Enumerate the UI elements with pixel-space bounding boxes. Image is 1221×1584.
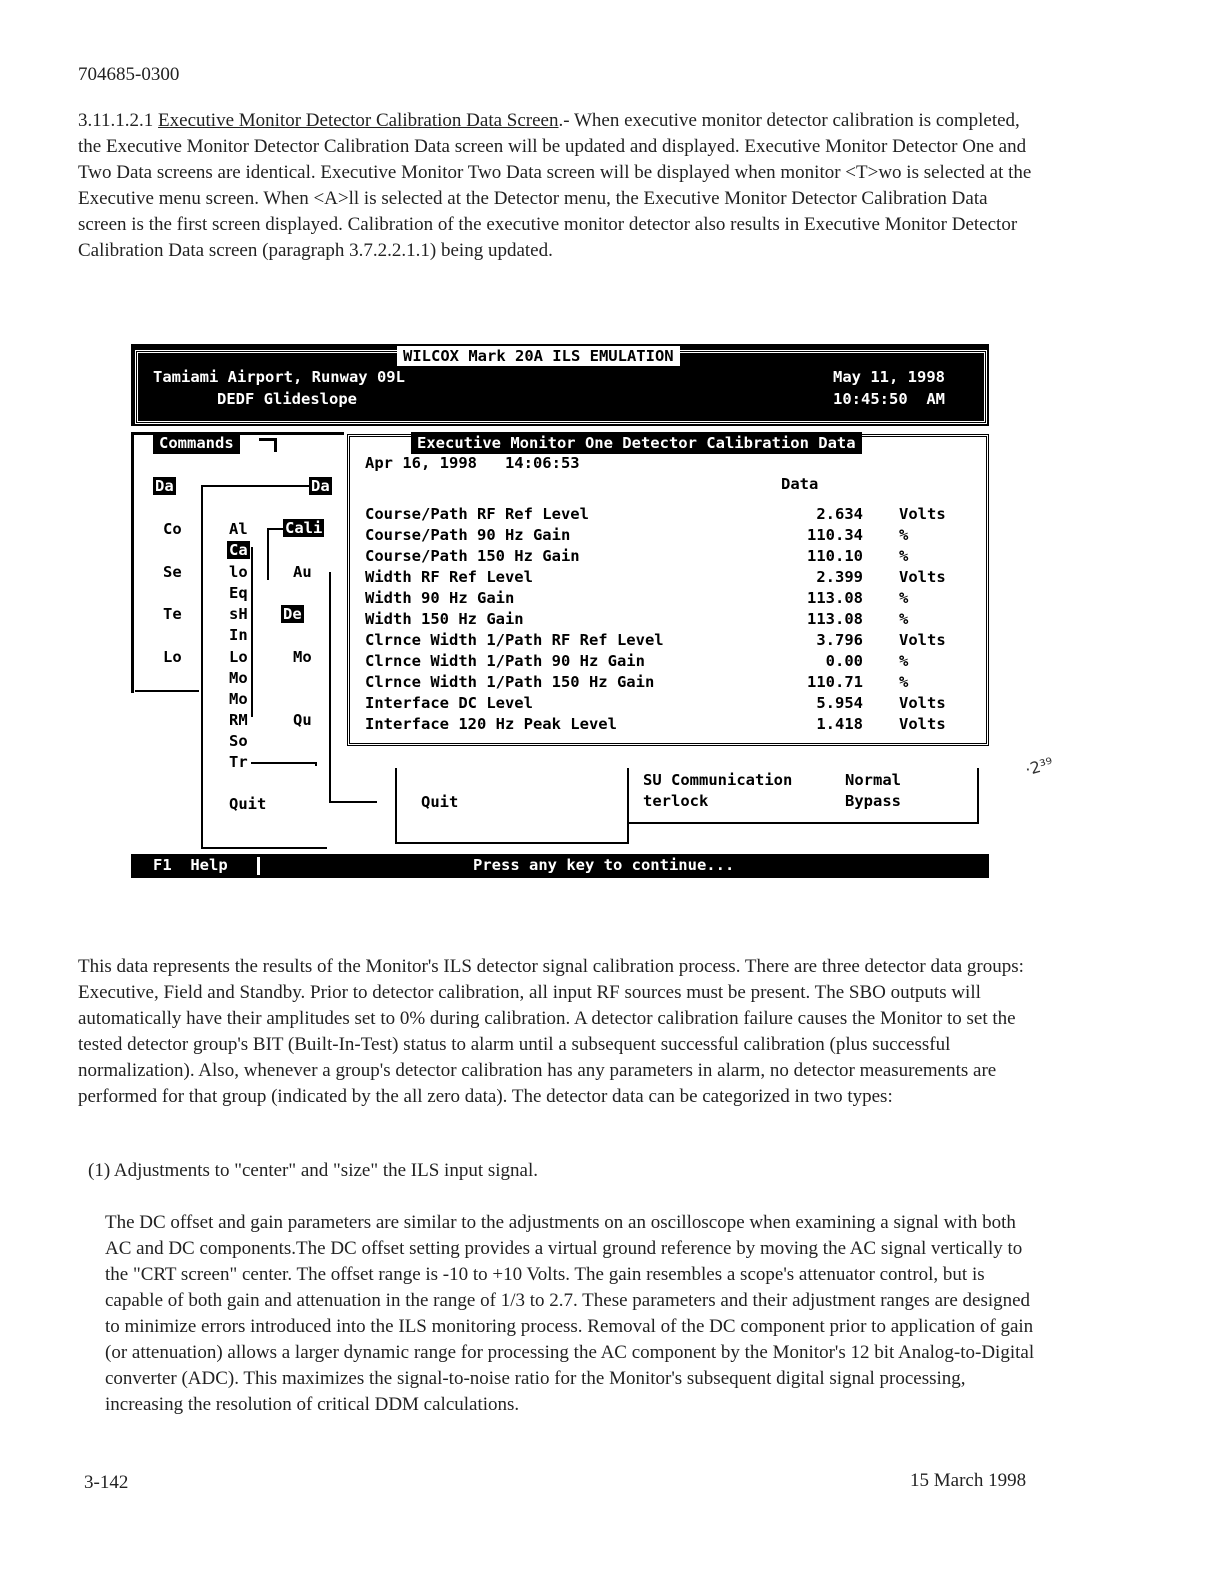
- menu-item-mo[interactable]: Mo: [229, 669, 248, 687]
- screen-title: WILCOX Mark 20A ILS EMULATION: [397, 346, 680, 366]
- page-number: 3-142: [84, 1472, 129, 1493]
- menu-item-lo2[interactable]: lo: [229, 563, 248, 581]
- commands-label: Commands: [153, 432, 240, 454]
- menu-item-mo3[interactable]: Mo: [293, 648, 312, 666]
- status-value-interlock: Bypass: [845, 792, 901, 810]
- list-item-1: (1) Adjustments to "center" and "size" the ILS input signal.: [88, 1160, 538, 1181]
- document-date: 15 March 1998: [910, 1470, 1027, 1491]
- menu-line: [274, 438, 277, 452]
- panel-title: Executive Monitor One Detector Calibration Data: [411, 432, 862, 454]
- screen-time: 10:45:50 AM: [833, 390, 945, 408]
- menu-item-de[interactable]: De: [283, 605, 302, 623]
- section-paragraph: [78, 108, 1038, 264]
- menu-line: [329, 801, 377, 803]
- box-line: [395, 842, 629, 844]
- data-column-header: Data: [781, 475, 819, 493]
- section-number: 3.11.1.2.1: [78, 110, 154, 131]
- box-line: [627, 768, 629, 844]
- menu-item-eq[interactable]: Eq: [229, 584, 248, 602]
- status-bar: [131, 854, 989, 878]
- status-label-su: SU Communication: [643, 771, 793, 789]
- body-paragraph-2: The DC offset and gain parameters are similar to the adjustments on an oscilloscope when examining a signal with both AC and DC components.The DC offset setting provides a virtual ground reference by moving the AC signal vertically to the "CRT screen" center. The offset range is -10 to +10 Volts. The gain resembles a scope's attenuator control, but is capable of both gain and attenuation in the range of 1/3 to 2.7. These parameters and their adjustment ranges are designed to minimize errors introduced into the ILS monitoring process. Removal of the DC component prior to application of gain (or attenuation) allows a larger dynamic range for processing the AC component by the Monitor's 12 bit Analog-to-Digital converter (ADC). This maximizes the signal-to-noise ratio for the Monitor's subsequent digital signal processing, increasing the resolution of critical DDM calculations.: [105, 1212, 1035, 1415]
- status-value-su: Normal: [845, 771, 901, 789]
- menu-line: [251, 547, 253, 717]
- quit-item-1[interactable]: Quit: [229, 795, 267, 813]
- box-line: [977, 768, 979, 824]
- body-paragraph-1: This data represents the results of the Monitor's ILS detector signal calibration process. There are three detector data groups: Executive, Field and Standby. Prior to detector calibration, all input RF sources must be present. The SBO outputs will automatically have their amplitudes set to 0% during calibration. A detector calibration failure causes the Monitor to set the tested detector group's BIT (Built-In-Test) status to alarm until a subsequent successful calibration (plus successful normalization). Also, whenever a group's detector calibration has any parameters in alarm, no detector measurements are performed for that group (indicated by the all zero data). The detector data can be categorized in two types:: [78, 956, 1024, 1107]
- section-intro: .- When executive monitor detector calibration is completed, the Executive Monitor Detector Calibration Data screen will be updated and displayed. Executive Monitor Detector One and Two Data screens are identical. Executive Monitor Two Data screen will be displayed when monitor <T>wo is selected at the Executive menu screen. When <A>ll is selected at the Detector menu, the Executive Monitor Detector Calibration Data screen is the first screen displayed. Calibration of the executive monitor detector also results in Executive Monitor Detector Calibration Data screen (paragraph 3.7.2.2.1.1) being updated.: [78, 110, 1032, 261]
- menu-item-cali[interactable]: Cali: [285, 519, 323, 537]
- menu-item-co[interactable]: Co: [163, 520, 182, 538]
- menu-item-te[interactable]: Te: [163, 605, 182, 623]
- menu-col2-top[interactable]: Da: [311, 477, 330, 495]
- menu-line: [267, 528, 283, 530]
- box-line: [629, 822, 979, 824]
- menu-line: [201, 485, 203, 849]
- calibration-timestamp: Apr 16, 1998 14:06:53: [365, 454, 580, 472]
- menu-item-se[interactable]: Se: [163, 563, 182, 581]
- help-key[interactable]: F1 Help: [153, 856, 228, 874]
- menu-line: [135, 690, 199, 692]
- menu-line: [201, 485, 309, 487]
- margin-note: ·2³⁹: [1023, 753, 1056, 780]
- section-title: Executive Monitor Detector Calibration Data Screen: [158, 110, 559, 131]
- airport-location: Tamiami Airport, Runway 09L: [153, 368, 405, 386]
- menu-item-lo3[interactable]: Lo: [229, 648, 248, 666]
- menu-item-tr[interactable]: Tr: [229, 753, 248, 771]
- menu-col1-top[interactable]: Da: [155, 477, 174, 495]
- menu-item-sh[interactable]: sH: [229, 605, 248, 623]
- menu-item-au[interactable]: Au: [293, 563, 312, 581]
- menu-item-mo2[interactable]: Mo: [229, 690, 248, 708]
- menu-item-qu[interactable]: Qu: [293, 711, 312, 729]
- menu-item-ca[interactable]: Ca: [229, 541, 248, 559]
- menu-item-in[interactable]: In: [229, 626, 248, 644]
- terminal-screen: WILCOX Mark 20A ILS EMULATION Tamiami Airport, Runway 09L DEDF Glideslope May 11, 1998 10:45:50 AM Commands Da Co Se Te Lo Da Al Ca lo Eq sH In Lo Mo Mo RM So Tr Quit Cali Au De Mo Qu Executive Monitor One Detector Calibration Data Apr 16, 1998 14:06:53 Data Course/Path RF Ref Level 2.634 Volts Course/Path 90 Hz Gain 110.34 % Course/Path 150 Hz Gain 110.10 % Width RF Ref Level 2.399 Volts Width 90 Hz Gain 113.08 % Width 150 Hz Gain 113.08 % Clrnce Width 1/Path RF Ref Level 3.796 Volts Clrnce Width 1/Path 90 Hz Gain 0.00 % Clrnce Width 1/Path 150 Hz Gain 110.71 % Interface DC Level 5.954 Volts Interface 120 Hz Peak Level 1.418 Volts Quit SU Communication Normal terlock Bypass F1 Help Press any key to continue...: [131, 344, 989, 878]
- facility-name: DEDF Glideslope: [217, 390, 357, 408]
- menu-item-al[interactable]: Al: [229, 520, 248, 538]
- menu-line: [315, 762, 317, 766]
- document-id: 704685-0300: [78, 64, 180, 85]
- menu-line: [267, 528, 269, 580]
- status-separator: [257, 857, 260, 875]
- screen-header: [131, 344, 989, 426]
- menu-line: [329, 572, 331, 802]
- menu-item-lo[interactable]: Lo: [163, 648, 182, 666]
- menu-line: [201, 847, 327, 849]
- screen-date: May 11, 1998: [833, 368, 945, 386]
- menu-line: [251, 762, 317, 764]
- menu-item-rm[interactable]: RM: [229, 711, 248, 729]
- status-label-interlock: terlock: [643, 792, 709, 810]
- quit-item-2[interactable]: Quit: [421, 793, 459, 811]
- menu-item-so[interactable]: So: [229, 732, 248, 750]
- box-line: [395, 768, 397, 844]
- continue-prompt: Press any key to continue...: [473, 856, 735, 874]
